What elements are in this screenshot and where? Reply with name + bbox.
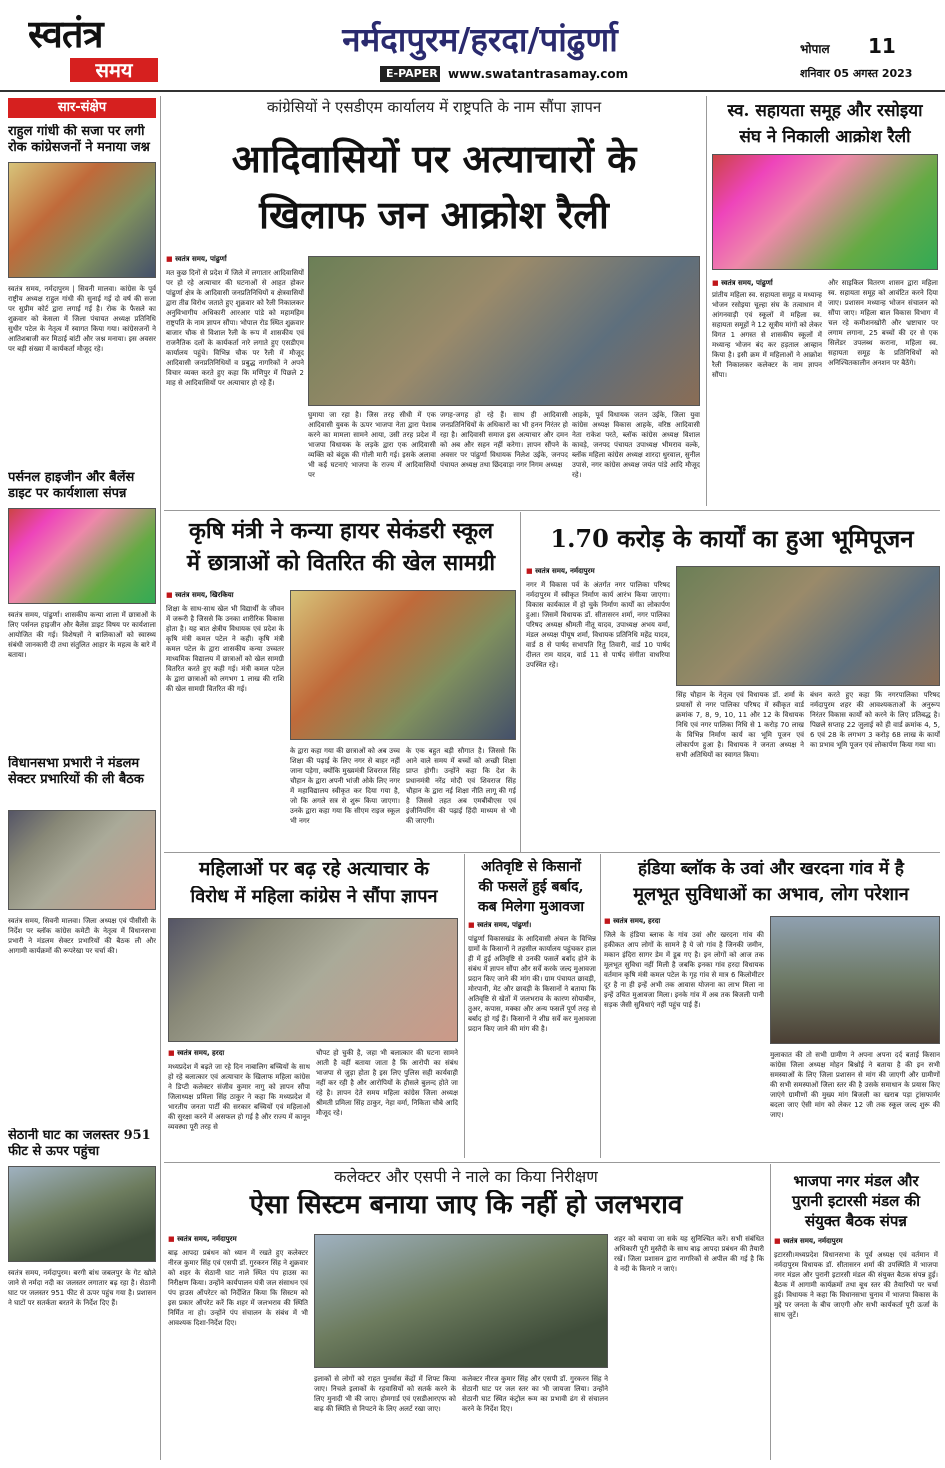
sidebar-headline: पर्सनल हाइजीन और बैलेंस डाइट पर कार्यशाला संपन्न xyxy=(8,470,135,501)
sidebar-headline: राहुल गांधी की सजा पर लगी रोक कांग्रेसजनों ने मनाया जश्न xyxy=(8,124,150,155)
sidebar-text: स्वतंत्र समय, नर्मदापुरम | सिवनी मालवा। कांग्रेस के पूर्व राष्ट्रीय अध्यक्ष राहुल गांधी की सुनाई गई दो वर्ष की सजा पर सुप्रीम कोर्ट द्वारा लगाई गई है। रोक के फैसले का शुक्रवार को केसला में जिला पंचायत अध्यक्ष प्रतिनिधि सुधीर पटेल के नेतृत्व में स्वागत किया गया। कांग्रेसजनों ने आतिशबाजी कर मिठाई बांटी और जश्न मनाया। इस अवसर पर बड़ी संख्या में कार्यकर्ता मौजूद रहे। xyxy=(8,285,156,353)
story3-headline: में छात्राओं को वितरित की खेल सामग्री xyxy=(186,550,496,576)
story1-col3: जगह-जगह हो रहे हैं। साथ ही आदिवासी जनप्रतिनिधियों के अधिकारों का भी हनन निरंतर हो रहा है। आदिवासी समाज इस अत्याचार और दमन को अब और सहन नहीं करेगा। ज्ञापन सौंपने के अवसर पर पांढुर्णा विधायक निलेश उईके, जनपद पंचायत अध्यक्ष तथा छिंदवाड़ा नगर निगम अध्यक्ष xyxy=(440,411,568,469)
sidebar-photo xyxy=(8,1166,156,1262)
story9-headline: पुरानी इटारसी मंडल की xyxy=(792,1192,920,1210)
story3-col2: के द्वारा कहा गया की छात्राओं को अब उच्च शिक्षा की पढ़ाई के लिए नगर से बाहर नहीं जाना पड़ेगा, क्योंकि मुख्यमंत्री शिवराज सिंह चौहान के द्वारा अपनी भांजी ओके लिए नगर में महाविद्यालय स्वीकृत कर दिया गया है, जो कि अगले सत्र से शुरू किया जाएगा। उनके द्वारा कहा गया कि सीएम राइज स्कूल भी नगर xyxy=(290,747,400,825)
story2-col1: प्रांतीय महिला स्व. सहायता समूह व मध्यान्ह भोजन रसोइया चूल्हा संघ के तत्वाधान में आंगनवाड़ी एवं स्कूलों में महिला स्व. सहायता समूहों ने 12 सूत्रीय मांगों को लेकर विगत 1 अगस्त से शासकीय स्कूलों में मध्यान्ह भोजन बंद कर हड़ताल आव्हान किया है। इसी क्रम में महिलाओं ने आक्रोश रैली निकालकर कलेक्टर के नाम ज्ञापन सौंपा। xyxy=(712,291,822,379)
sidebar-photo xyxy=(8,810,156,910)
story9-headline: संयुक्त बैठक संपन्न xyxy=(805,1212,907,1230)
story1-col2: घुमाया जा रहा है। जिस तरह सीधी में एक आदिवासी युवक के ऊपर भाजपा नेता द्वारा पेशाब करने का मामला सामने आया, उसी तरह प्रदेश में भाजपा विधायक के लड़के द्वारा एक आदिवासी व्यक्ति को बंदूक की गोली मारी गई। इसके अलावा भी कई घटनाएं भाजपा के राज्य में आदिवासियों पर xyxy=(308,411,436,479)
story4-photo xyxy=(676,566,940,686)
city-label: भोपाल xyxy=(800,42,830,56)
story2-dateline: ■ स्वतंत्र समय, पांढुर्णा xyxy=(712,278,822,288)
sidebar-text: स्वतंत्र समय, पांढुर्णा। शासकीय कन्या शाला में छात्राओं के लिए पर्सनल हाइजीन और बैलेंस डाइट विषय पर कार्यशाला आयोजित की गई। विशेषज्ञों ने बालिकाओं को स्वास्थ्य संबंधी जानकारी दी तथा संतुलित आहार के महत्व के बारे में बताया। xyxy=(8,611,156,659)
story4-col3: बंधन करते हुए कहा कि नगरपालिका परिषद नर्मदापुरम शहर की आवश्यकताओं के अनुरूप निरंतर विकास कार्यों को करने के लिए प्रतिबद्ध है। पिछले सप्ताह 22 जुलाई को ही वार्ड क्रमांक 4, 5, 6 एवं 28 के लगभग 3 करोड़ 68 लाख के कार्यों का प्रभाव भूमि पूजन एवं लोकार्पण किया गया था। xyxy=(810,691,940,749)
sidebar-text: स्वतंत्र समय, नर्मदापुरम। बरगी बांध जबलपुर के गेट खोले जाने से नर्मदा नदी का जलस्तर लगातार बढ़ रहा है। सेठानी घाट पर जलस्तर 951 फीट से ऊपर पहुंच गया है। प्रशासन ने घाटों पर सतर्कता बरतने के निर्देश दिए हैं। xyxy=(8,1269,156,1307)
story6-headline: की फसलें हुई बर्बाद, xyxy=(478,879,584,895)
story4-headline: 1.70 करोड़ के कार्यों का हुआ भूमिपूजन xyxy=(550,524,914,553)
story2-headline: संघ ने निकाली आक्रोश रैली xyxy=(739,127,911,147)
story3-col1: शिक्षा के साथ-साथ खेल भी विद्यार्थी के जीवन में जरूरी है जिससे कि उनका शारीरिक विकास होता है। यह बात क्षेत्रीय विधायक एवं प्रदेश के कृषि मंत्री कमल पटेल ने कही। कृषि मंत्री कमल पटेल के द्वारा शासकीय कन्या उच्चतर माध्यमिक विद्यालय में छात्राओं को खेल सामग्री वितरित करते हुए कही गई। मंत्री कमल पटेल के द्वारा छात्राओं को लगभग 1 लाख की राशि की खेल सामग्री वितरित की गई। xyxy=(166,605,284,693)
story9-dateline: ■ स्वतंत्र समय, नर्मदापुरम xyxy=(774,1236,938,1246)
story1-kicker: कांग्रेसियों ने एसडीएम कार्यालय में राष्ट्रपति के नाम सौंपा ज्ञापन xyxy=(266,98,602,116)
sidebar-photo xyxy=(8,162,156,278)
story1-headline: खिलाफ जन आक्रोश रैली xyxy=(259,192,609,237)
sidebar-photo xyxy=(8,508,156,604)
story8-headline: ऐसा सिस्टम बनाया जाए कि नहीं हो जलभराव xyxy=(249,1190,683,1220)
story7-photo xyxy=(770,916,940,1044)
story5-col2: चौपट हो चुकी है, जहा भी बलात्कार की घटना सामने आती है वहीं बताया जाता है कि आरोपी का संबंध भाजपा से जुड़ा होता है इस लिए पुलिस सही कार्यवाही नहीं कर रही है और आरोपियों के हौसले बुलन्द होते जा रहे है। ज्ञापन देते समय महिला कांग्रेस जिला अध्यक्ष श्रीमती प्रमिला सिंह ठाकुर, नेहा वर्मा, निकिता चौबे आदि मौजूद रहे। xyxy=(316,1049,458,1117)
story1-photo xyxy=(308,256,700,406)
masthead xyxy=(0,0,945,88)
story6-dateline: ■ स्वतंत्र समय, पांढुर्णा। xyxy=(468,920,596,930)
story7-col2: मुलाकात की तो सभी ग्रामीण ने अपना अपना दर्द बताई किसान कांग्रेस जिला अध्यक्ष मोहन बिश्नोई ने बताया है की इन सभी समस्याओं के लिए जिला प्रशासन से मांग की जाएगी और ग्रामीणों की सभी समस्याओं जिला स्तर की है उसके समाधान के प्रयास किए जाएंगे ग्रामीणों की मुख्य मांग बिजली का खराब पड़ा ट्रांसफार्मर बदला जाए ऐसी मांग को लेकर 12 जी तक स्कूल जल्द शुरू की जाए। xyxy=(770,1051,940,1119)
story6-headline: अतिवृष्टि से किसानों xyxy=(481,859,581,875)
story1-headline: आदिवासियों पर अत्याचारों के xyxy=(231,136,637,181)
story5-headline: विरोध में महिला कांग्रेस ने सौंपा ज्ञापन xyxy=(190,886,438,907)
story2-photo xyxy=(712,154,938,270)
story8-photo xyxy=(314,1234,608,1368)
story3-headline: कृषि मंत्री ने कन्या हायर सेकंडरी स्कूल xyxy=(188,518,494,544)
story8-col1: बाढ़ आपदा प्रबंधन को ध्यान में रखते हुए कलेक्टर नीरज कुमार सिंह एवं एसपी डॉ. गुरकरन सिंह ने शुक्रवार को शहर के सेठानी घाट नाले स्थित पंप हाउस का निरीक्षण किया। उन्होंने कार्यपालन यंत्री जल संसाधन एवं पंप हाउस ऑपरेटर को निर्देशित किया कि सिस्टम को इस प्रकार ऑपरेट करें कि शहर में जलभराव की स्थिति निर्मित ना हो। उन्होंने पंप संचालन के संबंध में भी आवश्यक दिशा-निर्देश दिए। xyxy=(168,1249,308,1327)
logo-bottom: समय xyxy=(70,58,158,82)
story6-headline: कब मिलेगा मुआवजा xyxy=(478,899,584,915)
story6-text: पांढुर्णा विकासखंड के आदिवासी अंचल के विभिन्न ग्रामों के किसानों ने तहसील कार्यालय पहुंचकर हाल ही में हुई अतिवृष्टि से उनकी फसलें बर्बाद होने के संबंध में ज्ञापन सौंपा और सर्वे करके जल्द मुआवजा प्रदान किए जाने की मांग की। ग्राम पंचायत छावड़ी, मोरपानी, मेट और छावड़ी के किसानों ने बताया कि अतिवृष्टि से खेतों में जलभराव के कारण सोयाबीन, तुअर, कपास, मक्का और अन्य फसलें पूर्ण तरह से बर्बाद हो गई हैं। किसानों ने शीघ्र सर्वे कर मुआवजा प्रदान किए जाने की मांग की है। xyxy=(468,935,596,1033)
story8-kicker: कलेक्टर और एसपी ने नाले का किया निरीक्षण xyxy=(334,1167,598,1186)
sidebar xyxy=(8,98,156,1460)
story5-dateline: ■ स्वतंत्र समय, हरदा xyxy=(168,1048,308,1058)
website-url[interactable]: www.swatantrasamay.com xyxy=(448,67,629,81)
story1-col1: मत कुछ दिनों से प्रदेश में जिले में लगातार आदिवासियों पर हो रहे अत्याचार की घटनाओं से आहत होकर पांढुर्णा क्षेत्र के आदिवासी जनप्रतिनिधियों व क्षेत्रवासियों द्वारा तीव्र विरोध जताते हुए शुक्रवार को रैली निकालकर अनुविभागीय अधिकारी आरआर पांडे को महामहिम राष्ट्रपति के नाम ज्ञापन सौंपा। भोपाल रोड स्थित शुक्रवार बाजार चौक से विशाल रैली के रूप में शासकीय एवं राजनैतिक दलों के कार्यकर्ता नारे लगाते हुए एसडीएम कार्यालय पहुंचे। विभिन्न चौक पर रैली में मौजूद आदिवासी जनप्रतिनिधियों व प्रबुद्ध नागरिकों ने अपने विचार व्यक्त करते हुए कहा कि मणिपुर में पिछले 2 माह से आदिवासियों पर अत्याचार हो रहे हैं। xyxy=(166,269,304,387)
sidebar-text: स्वतंत्र समय, सिवनी मालवा। जिला अध्यक्ष एवं पीसीसी के निर्देश पर ब्लॉक कांग्रेस कमेटी के नेतृत्व में विधानसभा प्रभारी ने मंडलम सेक्टर प्रभारियों की बैठक ली और आगामी कार्यक्रमों की रूपरेखा पर चर्चा की। xyxy=(8,917,156,955)
story4-dateline: ■ स्वतंत्र समय, नर्मदापुरम xyxy=(526,566,666,576)
story2-headline: स्व. सहायता समूह और रसोइया xyxy=(727,101,923,121)
story7-headline: हंडिया ब्लॉक के उवां और खरदना गांव में है xyxy=(638,859,904,879)
story5-col1: मध्यप्रदेश में बढ़ते जा रहे दिन नाबालिग बच्चियों के साथ हो रहे बलात्कार एवं अत्याचार के खिलाफ महिला कांग्रेस ने डिप्टी कलेक्टर संजीव कुमार नागु को ज्ञापन सौंपा जिलाध्यक्ष प्रमिला सिंह ठाकुर ने कहा कि मध्यप्रदेश में भारतीय जनता पार्टी की सरकार बच्चियों एवं महिलाओं की सुरक्षा करने में असफल हो गई है और राज्य में कानून व्यवस्था पूरी तरह से xyxy=(168,1063,310,1131)
epaper-label: E-PAPER xyxy=(380,66,440,82)
issue-date: शनिवार 05 अगस्त 2023 xyxy=(800,67,913,80)
story9-text: इटारसी।मध्यप्रदेश विधानसभा के पूर्व अध्यक्ष एवं वर्तमान में नर्मदापुरम विधायक डॉ. सीतासरन शर्मा की उपस्थिति में भाजपा नगर मंडल और पुरानी इटारसी मंडल की संयुक्त बैठक संपन्न हुई। बैठक में आगामी कार्यक्रमों तथा बूथ स्तर की तैयारियों पर चर्चा हुई। विधायक ने कहा कि विधानसभा चुनाव में भाजपा विकास के मुद्दे पर जनता के बीच जाएगी और सभी कार्यकर्ता पूरी ऊर्जा के साथ जुटें। xyxy=(774,1251,938,1319)
story3-dateline: ■ स्वतंत्र समय, खिरकिया xyxy=(166,590,306,600)
story4-col2: सिंह चौहान के नेतृत्व एवं विधायक डॉ. शर्मा के प्रयासों से नगर पालिका परिषद में स्वीकृत वार्ड क्रमांक 7, 8, 9, 10, 11 और 12 के विधायक निधि एवं नगर पालिका निधि से 1 करोड़ 70 लाख के विभिन्न निर्माण कार्य का भूमि पूजन एवं लोकार्पण हुआ है। विधायक ने जनता अध्यक्ष ने सभी अतिथियों का स्वागत किया। xyxy=(676,691,804,759)
story7-col1: जिले के हंडिया ब्लाक के गांव उवां और खरदना गांव की हकीकत आप लोगों के सामने है ये जो गांव है जिनकी जमीन, मकान इंदिरा सागर डेम में डूब गए है। इन लोगों को आज तक मूलभूत सुविधा नहीं मिली है जबकि इनका गांव हरदा विधायक वर्तमान कृषि मंत्री कमल पटेल के गृह गांव से मात्र 6 किलोमीटर दूर है ना ही इन्हें अभी तक आवास योजना का लाभ मिला ना इन्हें उचित मुआवजा मिला। इनके गांव में अब तक बिजली पानी सड़क जैसी सुविधाएं नहीं पहुंच पाई हैं। xyxy=(604,931,764,1009)
story9-headline: भाजपा नगर मंडल और xyxy=(793,1172,919,1190)
logo-top: स्वतंत्र xyxy=(28,14,103,56)
story1-dateline: ■ स्वतंत्र समय, पांढुर्णा xyxy=(166,254,306,264)
story8-dateline: ■ स्वतंत्र समय, नर्मदापुरम xyxy=(168,1234,318,1244)
story7-dateline: ■ स्वतंत्र समय, हरदा xyxy=(604,916,744,926)
story8-col2: इलाकों से लोगों को राहत पुनर्वास केंद्रों में शिफ्ट किया जाए। निचले इलाकों के रहवासियों को सतर्क करने के लिए मुनादी भी की जाए। होमगार्ड एवं एसडीआरएफ को बाढ़ की स्थिति से निपटने के लिए अलर्ट रखा जाए। xyxy=(314,1375,456,1413)
story8-col4: शहर को बचाया जा सके यह सुनिश्चित करें। सभी संबंधित अधिकारी पूरी मुस्तैदी के साथ बाढ़ आपदा प्रबंधन की तैयारी रखें। जिला प्रशासन द्वारा नागरिकों से अपील की गई है कि वे नदी के किनारे न जाएं। xyxy=(614,1235,764,1273)
page-number: 11 xyxy=(868,34,896,58)
story5-photo xyxy=(168,918,458,1042)
story4-col1: नगर में विकास पर्व के अंतर्गत नगर पालिका परिषद नर्मदापुरम में स्वीकृत निर्माण कार्य आरंभ किया जाएगा। विकास कार्यकाल में हो चुके निर्माण कार्यों का लोकार्पण हुआ। जिसमें विधायक डॉ. सीतासरन शर्मा, नगर पालिका परिषद अध्यक्ष श्रीमती नीतू यादव, उपाध्यक्ष अभय वर्मा, मंडल अध्यक्ष पीयूष शर्मा, विधायक प्रतिनिधि महेंद्र यादव, वार्ड 8 से पार्षद सभापति रितु तिवारी, वार्ड 10 पार्षद दीलत राम यादव, वार्ड 11 से पार्षद संगीता वाधरिया उपस्थित रहे। xyxy=(526,581,670,669)
story3-photo xyxy=(290,590,516,740)
edition-title: नर्मदापुरम/हरदा/पांढुर्णा xyxy=(342,20,618,59)
story8-col3: कलेक्टर नीरज कुमार सिंह और एसपी डॉ. गुरकरन सिंह ने सेठानी घाट पर जल स्तर का भी जायजा लिया। उन्होंने सेठानी घाट स्थित कंट्रोल रूम का प्रभावी ढंग से संचालन करने के निर्देश दिए। xyxy=(462,1375,608,1413)
story1-col4: आहके, पूर्व विधायक जतन उईके, जिला युवा कांग्रेस अध्यक्ष विकास आहके, वरिष्ठ आदिवासी नेता राकेश परते, ब्लॉक कांग्रेस अध्यक्ष विशाल कावड़े, जनपद पंचायत उपाध्यक्ष भीमराव वल्के, ब्लॉक महिला कांग्रेस अध्यक्ष शारदा धुरवाल, सुनील उपासे, नगर कांग्रेस अध्यक्ष जयंत पांडे आदि मौजूद रहे। xyxy=(572,411,700,479)
sidebar-headline: सेठानी घाट का जलस्तर 951 फीट से ऊपर पहुंचा xyxy=(8,1128,151,1159)
story7-headline: मूलभूत सुविधाओं का अभाव, लोग परेशान xyxy=(633,884,909,905)
sidebar-title: सार-संक्षेप xyxy=(8,98,156,118)
sidebar-headline: विधानसभा प्रभारी ने मंडलम सेक्टर प्रभारियों की ली बैठक xyxy=(8,756,144,787)
story5-headline: महिलाओं पर बढ़ रहे अत्याचार के xyxy=(199,858,429,880)
story3-col3: के एक बहुत बड़ी सौगात है। जिससे कि आने वाले समय में बच्चों को अच्छी शिक्षा प्राप्त होगी। उन्होंने कहा कि देश के प्रधानमंत्री नरेंद्र मोदी एवं शिवराज सिंह चौहान के द्वारा नई शिक्षा नीति लागू की गई है जिससे तहत अब एमबीबीएस एवं इंजीनियरिंग की पढ़ाई हिंदी माध्यम से भी की जाएगी। xyxy=(406,747,516,825)
story2-col2: और साइकिल वितरण शासन द्वारा महिला स्व. सहायता समूह को आवंटित करने दिया जाए। प्रशासन मध्यान्ह भोजन संचालन को सौंपा जाए। महिला बाल विकास विभाग में चल रहे कमीशनखोरी और भ्रष्टाचार पर लगाम लगाना, 25 बच्चों की दर से एक सिलेंडर उपलब्ध कराना, महिला स्व. सहायता समूह के प्रतिनिधियों को अनिश्चितकालीन अनशन पर बैठेंगे। xyxy=(828,279,938,367)
